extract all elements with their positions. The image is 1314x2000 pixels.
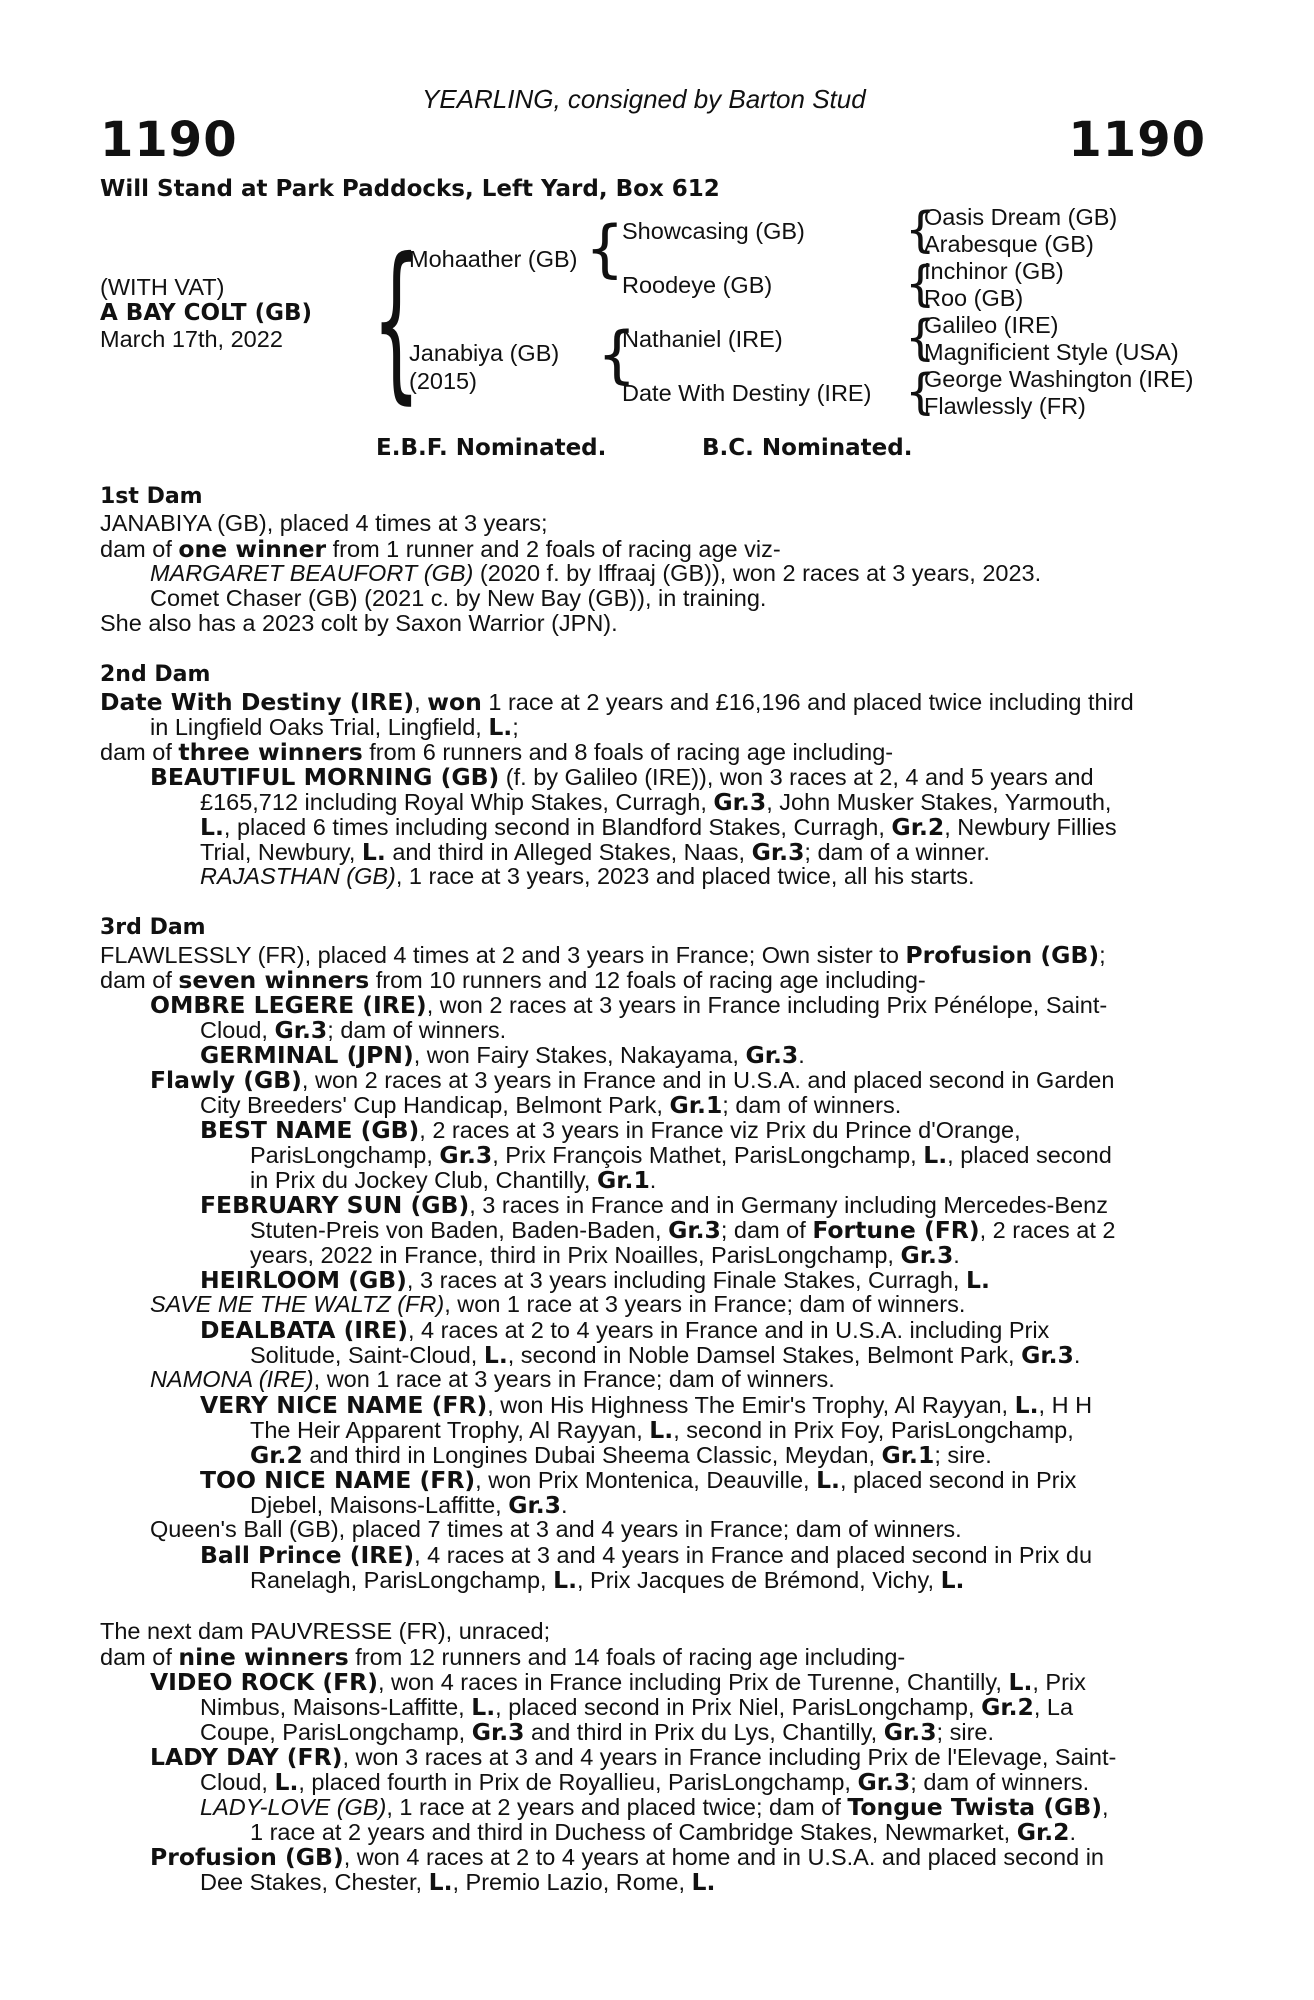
nextdam-line: The next dam PAUVRESSE (FR), unraced; bbox=[100, 1618, 551, 1644]
dam3-line: The Heir Apparent Trophy, Al Rayyan, L., second in Prix Foy, ParisLongchamp, bbox=[250, 1416, 1074, 1444]
dam2-line: dam of three winners from 6 runners and 8 foals of racing age including- bbox=[100, 738, 894, 766]
nextdam-line: Cloud, L., placed fourth in Prix de Royallieu, ParisLongchamp, Gr.3; dam of winners. bbox=[200, 1768, 1090, 1796]
dam3-line: SAVE ME THE WALTZ (FR), won 1 race at 3 years in France; dam of winners. bbox=[150, 1291, 966, 1317]
dam3-line: Queen's Ball (GB), placed 7 times at 3 and 4 years in France; dam of winners. bbox=[150, 1516, 962, 1542]
dam2-line: RAJASTHAN (GB), 1 race at 3 years, 2023 and placed twice, all his starts. bbox=[200, 863, 975, 889]
dam2-line: BEAUTIFUL MORNING (GB) (f. by Galileo (IRE)), won 3 races at 2, 4 and 5 years and bbox=[150, 763, 1094, 791]
dam3-line: NAMONA (IRE), won 1 race at 3 years in France; dam of winners. bbox=[150, 1366, 835, 1392]
dam3-line: BEST NAME (GB), 2 races at 3 years in France viz Prix du Prince d'Orange, bbox=[200, 1116, 1021, 1144]
dam3-line: Solitude, Saint-Cloud, L., second in Noble Damsel Stakes, Belmont Park, Gr.3. bbox=[250, 1341, 1081, 1369]
dam1-line: dam of one winner from 1 runner and 2 foals of racing age viz- bbox=[100, 535, 781, 563]
nextdam-line: LADY-LOVE (GB), 1 race at 2 years and placed twice; dam of Tongue Twista (GB), bbox=[200, 1793, 1109, 1821]
vat-note: (WITH VAT) bbox=[100, 274, 225, 300]
pedigree-sire: Mohaather (GB) bbox=[409, 246, 578, 272]
ebf-nomination: E.B.F. Nominated. bbox=[376, 435, 607, 461]
nextdam-line: 1 race at 2 years and third in Duchess of Cambridge Stakes, Newmarket, Gr.2. bbox=[250, 1818, 1077, 1846]
pedigree-g3: Inchinor (GB) bbox=[924, 258, 1064, 284]
pedigree-main-brace: { bbox=[372, 222, 421, 420]
dam3-line: Djebel, Maisons-Laffitte, Gr.3. bbox=[250, 1491, 568, 1519]
dam3-line: Ranelagh, ParisLongchamp, L., Prix Jacques de Brémond, Vichy, L. bbox=[250, 1566, 965, 1594]
dam3-line: VERY NICE NAME (FR), won His Highness The Emir's Trophy, Al Rayyan, L., H H bbox=[200, 1391, 1093, 1419]
pedigree-g7: George Washington (IRE) bbox=[924, 366, 1194, 392]
dam2-line: L., placed 6 times including second in Blandford Stakes, Curragh, Gr.2, Newbury Fillies bbox=[200, 813, 1117, 841]
pedigree-dam-year: (2015) bbox=[409, 368, 477, 394]
dam3-line: years, 2022 in France, third in Prix Noailles, ParisLongchamp, Gr.3. bbox=[250, 1241, 960, 1269]
lot-name: A BAY COLT (GB) bbox=[100, 300, 313, 326]
section-heading-2nd-dam: 2nd Dam bbox=[100, 662, 211, 687]
pedigree-dam-dam: Date With Destiny (IRE) bbox=[622, 380, 872, 406]
dam2-line: £165,712 including Royal Whip Stakes, Curragh, Gr.3, John Musker Stakes, Yarmouth, bbox=[200, 788, 1112, 816]
dam3-line: ParisLongchamp, Gr.3, Prix François Mathet, ParisLongchamp, L., placed second bbox=[250, 1141, 1112, 1169]
pedigree-dam-sire: Nathaniel (IRE) bbox=[622, 326, 783, 352]
dam1-line: Comet Chaser (GB) (2021 c. by New Bay (GB)), in training. bbox=[150, 585, 767, 611]
dam3-line: FEBRUARY SUN (GB), 3 races in France and in Germany including Mercedes-Benz bbox=[200, 1191, 1108, 1219]
pedigree-sire-sire: Showcasing (GB) bbox=[622, 218, 805, 244]
dam3-line: GERMINAL (JPN), won Fairy Stakes, Nakayama, Gr.3. bbox=[200, 1041, 805, 1069]
brace-g1: { bbox=[905, 202, 936, 258]
nextdam-line: Nimbus, Maisons-Laffitte, L., placed second in Prix Niel, ParisLongchamp, Gr.2, La bbox=[200, 1693, 1074, 1721]
stand-location: Will Stand at Park Paddocks, Left Yard, Box 612 bbox=[100, 176, 720, 202]
dam1-line: MARGARET BEAUFORT (GB) (2020 f. by Iffraaj (GB)), won 2 races at 3 years, 2023. bbox=[150, 560, 1042, 586]
sire-brace: { bbox=[585, 212, 625, 285]
nextdam-line: dam of nine winners from 12 runners and 14 foals of racing age including- bbox=[100, 1643, 906, 1671]
pedigree-g5: Galileo (IRE) bbox=[924, 312, 1059, 338]
nextdam-line: Dee Stakes, Chester, L., Premio Lazio, Rome, L. bbox=[200, 1868, 716, 1896]
brace-g2: { bbox=[905, 256, 936, 312]
pedigree-sire-dam: Roodeye (GB) bbox=[622, 272, 773, 298]
dam3-line: Ball Prince (IRE), 4 races at 3 and 4 years in France and placed second in Prix du bbox=[200, 1541, 1093, 1569]
consignment-caption: YEARLING, consigned by Barton Stud bbox=[422, 84, 866, 114]
pedigree-dam: Janabiya (GB) bbox=[409, 340, 560, 366]
section-heading-3rd-dam: 3rd Dam bbox=[100, 915, 206, 940]
lot-number-right: 1190 bbox=[1068, 112, 1206, 168]
brace-g4: { bbox=[905, 364, 936, 420]
dam3-line: OMBRE LEGERE (IRE), won 2 races at 3 years in France including Prix Pénélope, Saint- bbox=[150, 991, 1108, 1019]
lot-number-left: 1190 bbox=[100, 112, 238, 168]
brace-g3: { bbox=[905, 310, 936, 366]
dam1-line: JANABIYA (GB), placed 4 times at 3 years; bbox=[100, 510, 548, 536]
dam1-line: She also has a 2023 colt by Saxon Warrior (JPN). bbox=[100, 610, 618, 636]
dam3-line: dam of seven winners from 10 runners and 12 foals of racing age including- bbox=[100, 966, 926, 994]
dam2-line: Trial, Newbury, L. and third in Alleged Stakes, Naas, Gr.3; dam of a winner. bbox=[200, 838, 990, 866]
dam3-line: FLAWLESSLY (FR), placed 4 times at 2 and 3 years in France; Own sister to Profusion (GB); bbox=[100, 941, 1106, 969]
dam3-line: DEALBATA (IRE), 4 races at 2 to 4 years in France and in U.S.A. including Prix bbox=[200, 1316, 1050, 1344]
dam3-line: Gr.2 and third in Longines Dubai Sheema Classic, Meydan, Gr.1; sire. bbox=[250, 1441, 992, 1469]
nextdam-line: VIDEO ROCK (FR), won 4 races in France including Prix de Turenne, Chantilly, L., Prix bbox=[150, 1668, 1086, 1696]
dam3-line: Cloud, Gr.3; dam of winners. bbox=[200, 1016, 507, 1044]
dam2-line: Date With Destiny (IRE), won 1 race at 2 years and £16,196 and placed twice including third bbox=[100, 688, 1134, 716]
nextdam-line: Profusion (GB), won 4 races at 2 to 4 years at home and in U.S.A. and placed second in bbox=[150, 1843, 1104, 1871]
section-heading-1st-dam: 1st Dam bbox=[100, 484, 203, 509]
foaling-date: March 17th, 2022 bbox=[100, 326, 283, 352]
bc-nomination: B.C. Nominated. bbox=[702, 435, 913, 461]
dam-brace: { bbox=[597, 318, 637, 391]
dam3-line: Stuten-Preis von Baden, Baden-Baden, Gr.3; dam of Fortune (FR), 2 races at 2 bbox=[250, 1216, 1116, 1244]
pedigree-g8: Flawlessly (FR) bbox=[924, 393, 1086, 419]
dam3-line: in Prix du Jockey Club, Chantilly, Gr.1. bbox=[250, 1166, 657, 1194]
dam3-line: TOO NICE NAME (FR), won Prix Montenica, Deauville, L., placed second in Prix bbox=[200, 1466, 1077, 1494]
pedigree-g6: Magnificient Style (USA) bbox=[924, 339, 1179, 365]
nextdam-line: Coupe, ParisLongchamp, Gr.3 and third in Prix du Lys, Chantilly, Gr.3; sire. bbox=[200, 1718, 995, 1746]
pedigree-g2: Arabesque (GB) bbox=[924, 231, 1094, 257]
dam2-line: in Lingfield Oaks Trial, Lingfield, L.; bbox=[150, 713, 519, 741]
dam3-line: City Breeders' Cup Handicap, Belmont Park, Gr.1; dam of winners. bbox=[200, 1091, 902, 1119]
nextdam-line: LADY DAY (FR), won 3 races at 3 and 4 years in France including Prix de l'Elevage, Saint- bbox=[150, 1743, 1117, 1771]
pedigree-g1: Oasis Dream (GB) bbox=[924, 204, 1118, 230]
pedigree-g4: Roo (GB) bbox=[924, 285, 1024, 311]
dam3-line: HEIRLOOM (GB), 3 races at 3 years including Finale Stakes, Curragh, L. bbox=[200, 1266, 990, 1294]
dam3-line: Flawly (GB), won 2 races at 3 years in France and in U.S.A. and placed second in Garden bbox=[150, 1066, 1115, 1094]
